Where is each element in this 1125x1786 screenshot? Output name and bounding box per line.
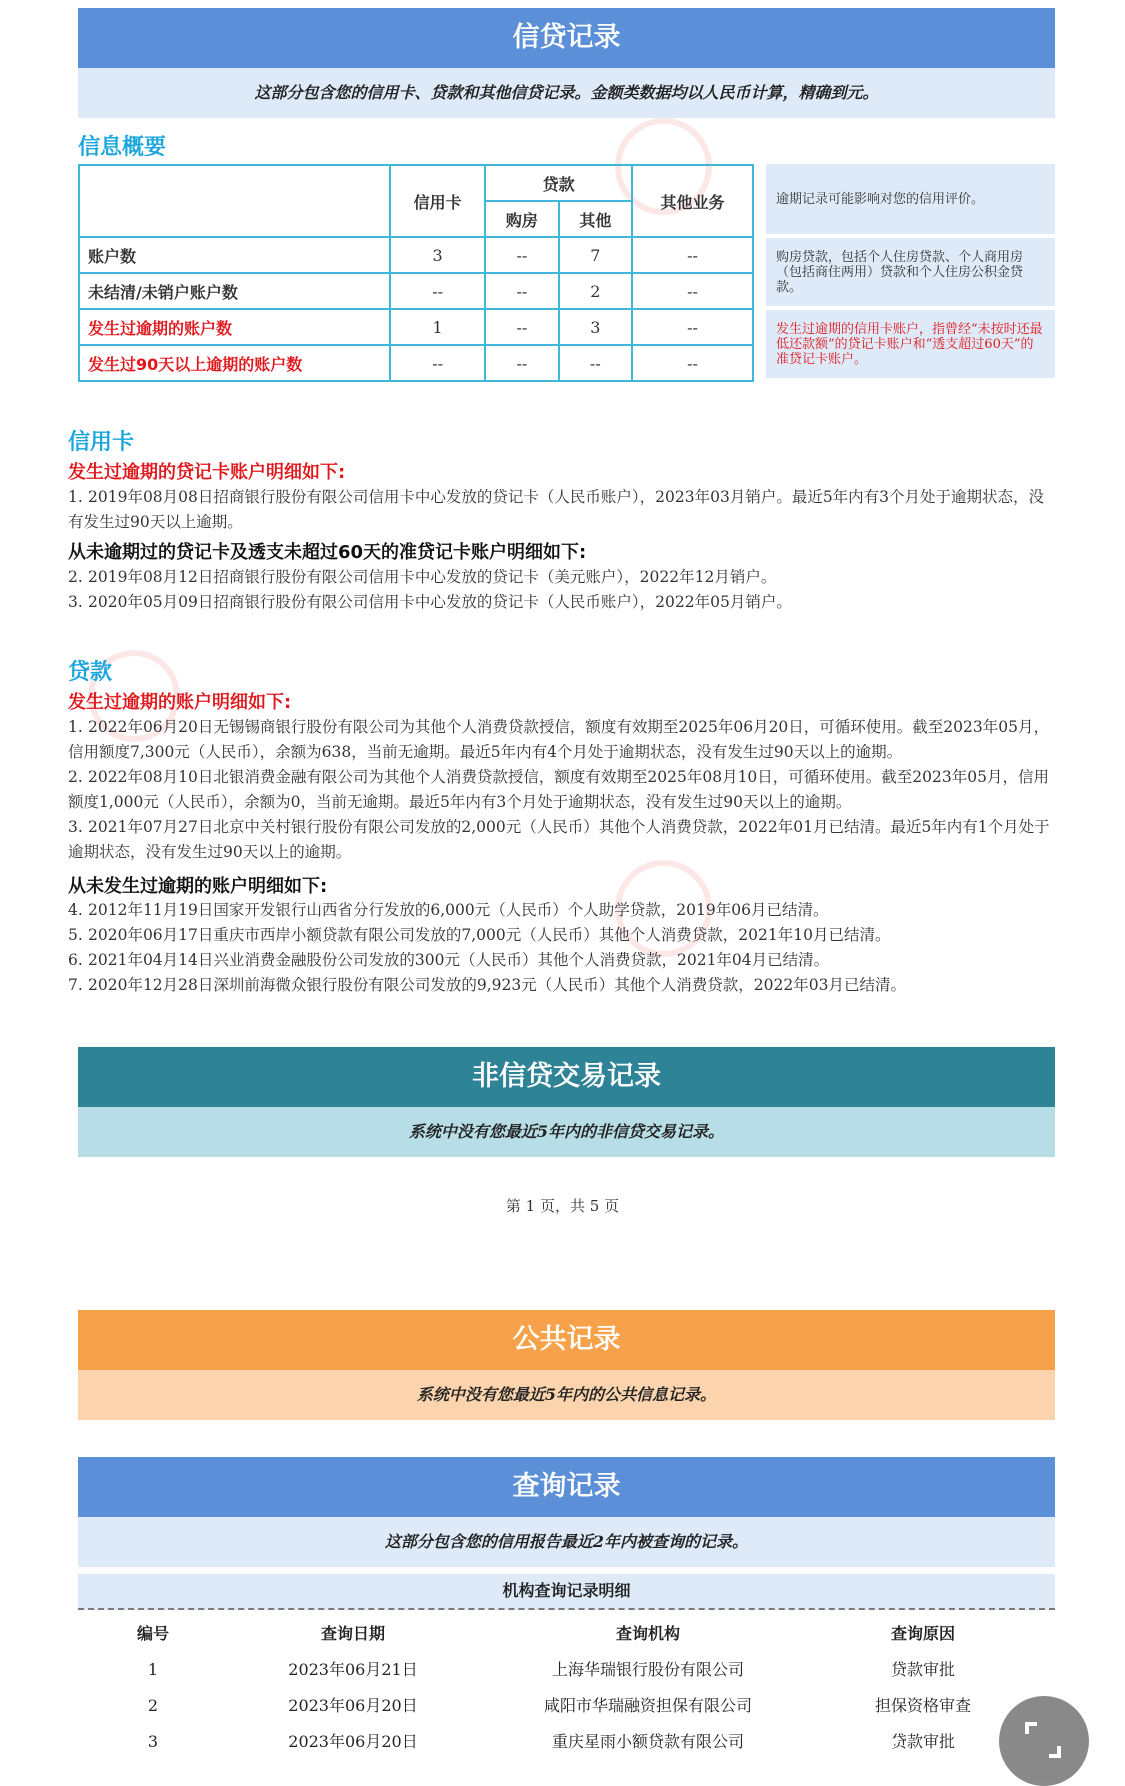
item-number: 3.: [68, 818, 83, 836]
item-number: 5.: [68, 926, 83, 944]
loan-overdue-heading: 发生过逾期的账户明细如下:: [68, 692, 292, 713]
query-table-header: [78, 1616, 1055, 1652]
fullscreen-button[interactable]: [999, 1696, 1089, 1786]
cell-date: 2023年06月20日: [288, 1696, 418, 1715]
table-row: [78, 1652, 1055, 1688]
query-record-subtitle: 这部分包含您的信用报告最近2年内被查询的记录。: [78, 1517, 1055, 1567]
public-record-banner: [78, 1310, 1055, 1420]
item-number: 2.: [68, 568, 83, 586]
cell: --: [632, 309, 753, 345]
item-text: 2020年05月09日招商银行股份有限公司信用卡中心发放的贷记卡（人民币账户），2022年05月销户。: [88, 593, 792, 611]
list-item: [68, 765, 1058, 815]
cell: --: [390, 273, 485, 309]
item-number: 4.: [68, 901, 83, 919]
cell: --: [485, 237, 558, 273]
summary-row: [79, 309, 753, 345]
download-icon[interactable]: [852, 1718, 922, 1778]
row-label: 发生过90天以上逾期的账户数: [79, 345, 390, 381]
header-other-business: 其他业务: [632, 165, 753, 237]
summary-corner: [79, 165, 390, 237]
item-text: 2022年08月10日北银消费金融有限公司为其他个人消费贷款授信，额度有效期至2025年08月10日，可循环使用。截至2023年05月，信用额度1,000元（人民币），余额为0，当前无逾期。最近5年内有3个月处于逾期状态，没有发生过90天以上的逾期。: [68, 768, 1049, 811]
credit-record-title: 信贷记录: [78, 8, 1055, 68]
cell: --: [485, 309, 558, 345]
list-item: [68, 565, 1058, 590]
cell-date: 2023年06月20日: [288, 1732, 418, 1751]
cell-reason: 贷款审批: [890, 1660, 955, 1679]
list-item: [68, 485, 1058, 535]
cell: --: [632, 273, 753, 309]
cell: --: [485, 273, 558, 309]
credit-card-title: 信用卡: [68, 430, 135, 455]
note-overdue-impact: 逾期记录可能影响对您的信用评价。: [766, 164, 1055, 234]
query-table-title: 机构查询记录明细: [78, 1574, 1055, 1610]
non-credit-subtitle: 系统中没有您最近5年内的非信贷交易记录。: [78, 1107, 1055, 1157]
cell: --: [559, 345, 632, 381]
cell: 1: [390, 309, 485, 345]
cell-number: 2: [147, 1696, 159, 1715]
item-number: 3.: [68, 593, 83, 611]
query-record-title: 查询记录: [78, 1457, 1055, 1517]
list-item: [68, 590, 1058, 615]
cell-reason: 贷款审批: [890, 1732, 955, 1751]
cell: 3: [559, 309, 632, 345]
cell: 2: [559, 273, 632, 309]
cell: --: [390, 345, 485, 381]
cell-number: 3: [147, 1732, 159, 1751]
item-number: 2.: [68, 768, 83, 786]
list-item: [68, 898, 1058, 923]
non-credit-title: 非信贷交易记录: [78, 1047, 1055, 1107]
header-credit-card: 信用卡: [390, 165, 485, 237]
loan-title: 贷款: [68, 660, 113, 685]
credit-record-banner: [78, 8, 1055, 118]
cell: --: [485, 345, 558, 381]
header-loan: 贷款: [485, 165, 632, 201]
item-text: 2021年07月27日北京中关村银行股份有限公司发放的2,000元（人民币）其他个人消费贷款，2022年01月已结清。最近5年内有1个月处于逾期状态，没有发生过90天以上的逾期。: [68, 818, 1050, 861]
item-number: 6.: [68, 951, 83, 969]
loan-normal-heading: 从未发生过逾期的账户明细如下:: [68, 876, 328, 897]
summary-title: 信息概要: [78, 135, 167, 160]
summary-table: [78, 164, 754, 382]
item-number: 1.: [68, 718, 83, 736]
note-housing-loan: 购房贷款，包括个人住房贷款、个人商用房（包括商住两用）贷款和个人住房公积金贷款。: [766, 238, 1055, 306]
col-header-number: 编号: [136, 1624, 169, 1643]
cell-number: 1: [147, 1660, 159, 1679]
col-header-reason: 查询原因: [890, 1624, 955, 1643]
cell-institution: 上海华瑞银行股份有限公司: [551, 1660, 744, 1679]
credit-card-overdue-heading: 发生过逾期的贷记卡账户明细如下:: [68, 462, 346, 483]
list-item: [68, 948, 1058, 973]
row-label: 账户数: [79, 237, 390, 273]
credit-card-normal-heading: 从未逾期过的贷记卡及透支未超过60天的准贷记卡账户明细如下:: [68, 542, 587, 563]
list-item: [68, 815, 1058, 865]
row-label: 发生过逾期的账户数: [79, 309, 390, 345]
col-header-date: 查询日期: [320, 1624, 385, 1643]
page-indicator: 第 1 页，共 5 页: [505, 1197, 620, 1215]
item-text: 2019年08月08日招商银行股份有限公司信用卡中心发放的贷记卡（人民币账户），2023年03月销户。最近5年内有3个月处于逾期状态，没有发生过90天以上逾期。: [68, 488, 1045, 531]
cell-institution: 咸阳市华瑞融资担保有限公司: [543, 1696, 752, 1715]
query-record-banner: [78, 1457, 1055, 1567]
public-record-title: 公共记录: [78, 1310, 1055, 1370]
cell: 3: [390, 237, 485, 273]
item-number: 1.: [68, 488, 83, 506]
item-text: 2020年12月28日深圳前海微众银行股份有限公司发放的9,923元（人民币）其他个人消费贷款，2022年03月已结清。: [88, 976, 906, 994]
item-number: 7.: [68, 976, 83, 994]
col-header-institution: 查询机构: [615, 1624, 680, 1643]
cell-reason: 担保资格审查: [874, 1696, 971, 1715]
summary-row: [79, 273, 753, 309]
item-text: 2019年08月12日招商银行股份有限公司信用卡中心发放的贷记卡（美元账户），2022年12月销户。: [88, 568, 777, 586]
cell-institution: 重庆星雨小额贷款有限公司: [551, 1732, 744, 1751]
header-other: 其他: [559, 201, 632, 237]
cell: --: [632, 345, 753, 381]
list-item: [68, 973, 1058, 998]
item-text: 2021年04月14日兴业消费金融股份公司发放的300元（人民币）其他个人消费贷款，2021年04月已结清。: [88, 951, 830, 969]
item-text: 2020年06月17日重庆市西岸小额贷款有限公司发放的7,000元（人民币）其他个人消费贷款，2021年10月已结清。: [88, 926, 891, 944]
summary-row: [79, 345, 753, 381]
public-record-subtitle: 系统中没有您最近5年内的公共信息记录。: [78, 1370, 1055, 1420]
cell: --: [632, 237, 753, 273]
cell: 7: [559, 237, 632, 273]
item-text: 2012年11月19日国家开发银行山西省分行发放的6,000元（人民币）个人助学贷款，2019年06月已结清。: [88, 901, 829, 919]
non-credit-banner: [78, 1047, 1055, 1157]
cell-date: 2023年06月21日: [288, 1660, 418, 1679]
fullscreen-icon: [1023, 1720, 1063, 1760]
summary-row: [79, 237, 753, 273]
note-overdue-card: 发生过逾期的信用卡账户，指曾经“未按时还最低还款额”的贷记卡账户和“透支超过60天”的准贷记卡账户。: [766, 310, 1055, 378]
credit-record-subtitle: 这部分包含您的信用卡、贷款和其他信贷记录。金额类数据均以人民币计算，精确到元。: [78, 68, 1055, 118]
list-item: [68, 715, 1058, 765]
row-label: 未结清/未销户账户数: [79, 273, 390, 309]
header-housing: 购房: [485, 201, 558, 237]
list-item: [68, 923, 1058, 948]
item-text: 2022年06月20日无锡锡商银行股份有限公司为其他个人消费贷款授信，额度有效期至2025年06月20日，可循环使用。截至2023年05月，信用额度7,300元（人民币），余额为638，当前无逾期。最近5年内有4个月处于逾期状态，没有发生过90天以上的逾期。: [68, 718, 1049, 761]
